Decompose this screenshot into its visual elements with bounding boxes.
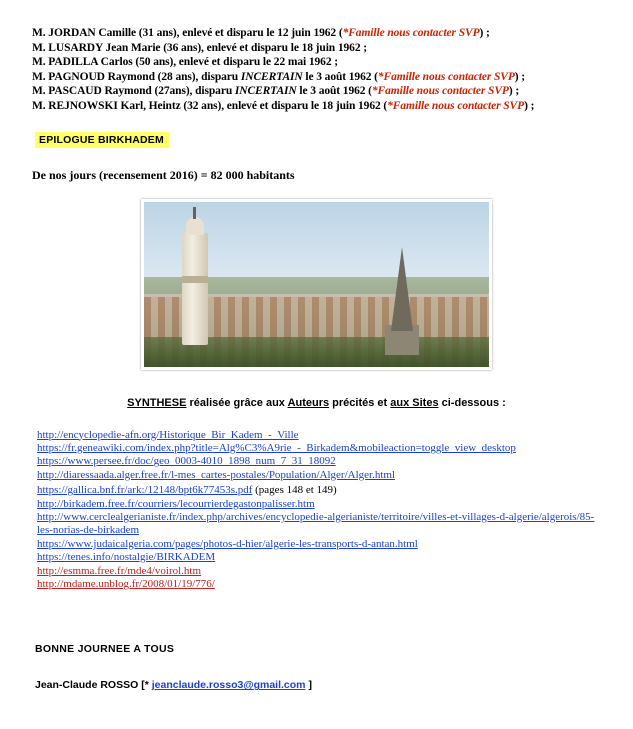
entry-text: M. PASCAUD Raymond (27ans), disparu — [32, 85, 235, 98]
entry-suffix: ) ; — [508, 85, 520, 98]
sites-word: aux Sites — [390, 396, 439, 409]
entry-suffix: ) ; — [524, 99, 535, 112]
entry-middle: le 3 août 1962 ( — [302, 70, 378, 83]
entry-suffix: ) ; — [514, 70, 526, 83]
entry-suffix: ) ; — [479, 27, 490, 39]
signoff-text: BONNE JOURNEE A TOUS — [35, 643, 175, 656]
minaret-icon — [182, 233, 208, 345]
birkadem-panorama-photo — [141, 199, 492, 370]
source-link[interactable]: http://mdame.unblog.fr/2008/01/19/776/ — [37, 578, 215, 591]
author-email-link[interactable]: jeanclaude.rosso3@gmail.com — [151, 679, 306, 692]
list-item — [32, 41, 603, 56]
source-link[interactable]: https://www.judaicalgeria.com/pages/photos-d-hier/algerie-les-transports-d-antan.html — [37, 537, 418, 550]
list-item — [32, 84, 603, 99]
source-link[interactable]: https://fr.geneawiki.com/index.php?title=Alg%C3%A9rie_-_Birkadem&mobileaction=toggle_view_desktop — [37, 441, 516, 454]
source-links-list — [0, 429, 633, 592]
entry-text: M. REJNOWSKI Karl, Heintz (32 ans), enlevé et disparu le 18 juin 1962 ( — [32, 99, 388, 112]
family-note: *Famille nous contacter SVP — [387, 99, 525, 112]
source-link[interactable]: http://birkadem.free.fr/courriers/lecourrierdegastonpalisser.htm — [37, 497, 315, 510]
synthese-mid2: précités et — [329, 396, 391, 409]
source-link[interactable]: http://www.cerclealgerianiste.fr/index.php/archives/encyclopedie-algerianiste/territoire/villes-et-villages-d-algerie/algerois/85-les-norias-de-birkadem — [37, 511, 595, 537]
entry-text: M. JORDAN Camille (31 ans), enlevé et disparu le 12 juin 1962 ( — [32, 27, 343, 39]
epilogue-title: EPILOGUE BIRKHADEM — [35, 132, 169, 148]
bracket-close: ] — [308, 679, 312, 692]
author-line — [0, 679, 633, 691]
source-link[interactable]: https://www.persee.fr/doc/geo_0003-4010_1898_num_7_31_18092 — [37, 455, 336, 468]
auteurs-word: Auteurs — [287, 396, 330, 409]
list-item — [32, 55, 603, 70]
church-spire-icon — [391, 247, 413, 331]
bracket-open: [* — [141, 679, 149, 692]
entry-text: M. LUSARDY Jean Marie (36 ans), enlevé et disparu le 18 juin 1962 ; — [32, 41, 367, 54]
family-note: *Famille nous contacter SVP — [342, 27, 480, 39]
status-badge: INCERTAIN — [240, 70, 303, 83]
synthese-mid3: ci-dessous : — [438, 396, 506, 409]
list-item — [32, 26, 603, 41]
source-link[interactable]: https://gallica.bnf.fr/ark:/12148/bpt6k77453s.pdf — [37, 484, 253, 497]
family-note: *Famille nous contacter SVP — [371, 85, 509, 98]
source-link-row — [37, 482, 633, 497]
author-name: Jean-Claude ROSSO — [35, 679, 139, 692]
list-item — [32, 99, 603, 114]
population-line: De nos jours (recensement 2016) = 82 000 habitants — [32, 167, 295, 182]
source-link[interactable]: https://tenes.info/nostalgie/BIRKADEM — [37, 551, 216, 564]
source-link[interactable]: http://diaressaada.alger.free.fr/l-mes_cartes-postales/Population/Alger/Alger.html — [37, 468, 395, 481]
family-note: *Famille nous contacter SVP — [377, 70, 515, 83]
synthese-mid1: réalisée grâce aux — [186, 396, 288, 409]
synthese-line — [0, 397, 633, 409]
source-link[interactable]: http://encyclopedie-afn.org/Historique_Bir_Kadem_-_Ville — [37, 428, 299, 441]
minaret-band — [182, 276, 208, 283]
status-badge: INCERTAIN — [234, 85, 297, 98]
list-item — [32, 70, 603, 85]
photo-container — [0, 199, 633, 375]
document-page — [0, 26, 633, 729]
entry-text: M. PADILLA Carlos (50 ans), enlevé et disparu le 22 mai 1962 ; — [32, 56, 338, 69]
missing-persons-list — [0, 26, 633, 114]
link-note: (pages 148 et 149) — [252, 484, 337, 497]
synthese-word: SYNTHESE — [127, 396, 187, 409]
epilogue-heading-wrap — [0, 130, 633, 148]
entry-text: M. PAGNOUD Raymond (28 ans), disparu — [32, 70, 241, 83]
entry-middle: le 3 août 1962 ( — [296, 85, 372, 98]
source-link[interactable]: http://esmma.free.fr/mde4/voirol.htm — [37, 564, 202, 577]
